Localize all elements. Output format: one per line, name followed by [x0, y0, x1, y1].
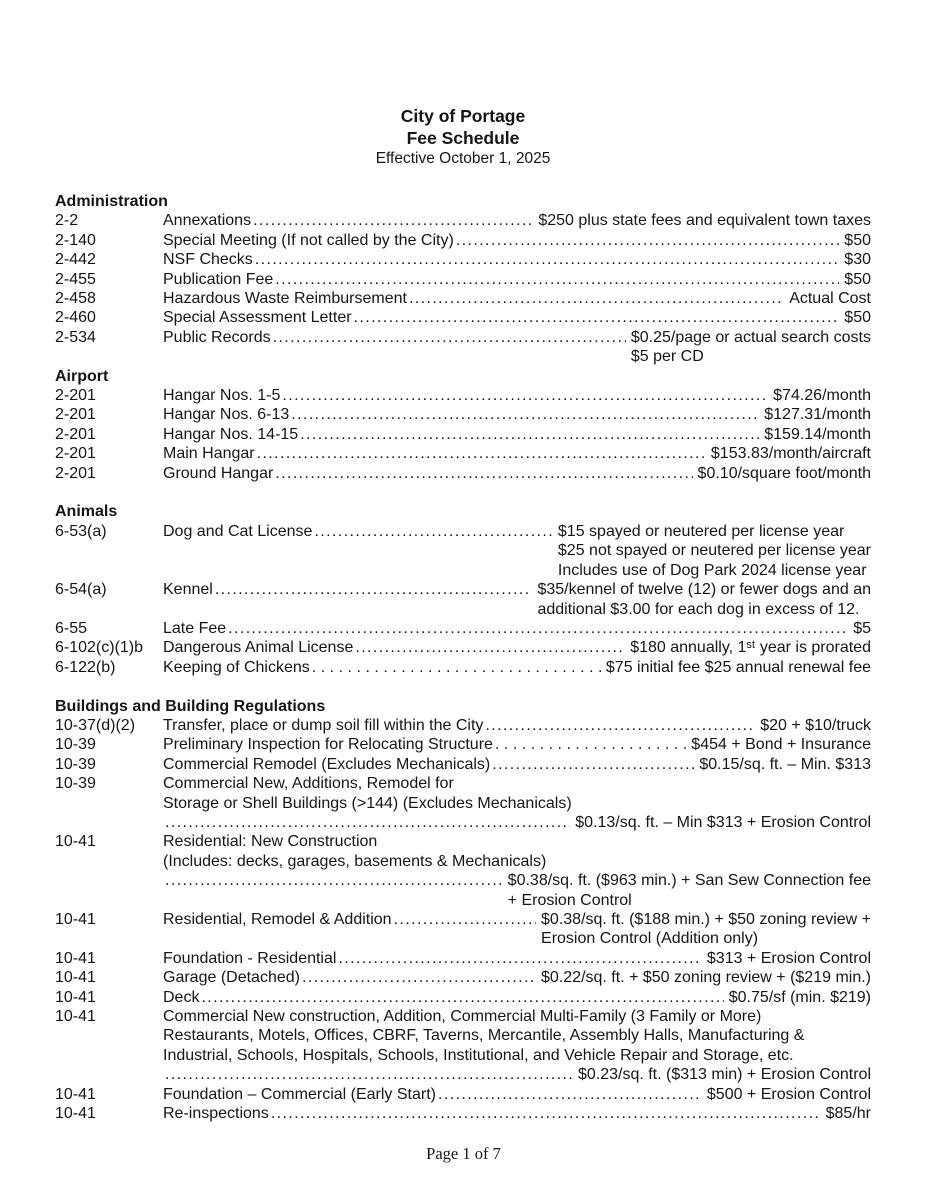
fee-row [55, 619, 871, 638]
fee-row [55, 832, 871, 851]
fee-line: $50 [844, 270, 871, 288]
fee-row [55, 580, 871, 619]
row-fee [541, 968, 871, 987]
row-middle [163, 1026, 804, 1045]
fee-line: $50 [844, 231, 871, 249]
fee-line: $25 not spayed or neutered per license year [557, 542, 871, 560]
dot-leader [273, 270, 839, 289]
fee-row [55, 425, 871, 444]
fee-row [55, 638, 871, 657]
fee-line: $0.75/sf (min. $219) [728, 988, 871, 1006]
fee-line: Erosion Control (Addition only) [541, 930, 759, 948]
row-middle [163, 1065, 578, 1084]
fee-section [55, 367, 871, 483]
row-fee [691, 735, 871, 754]
row-code: 2-460 [55, 309, 96, 327]
row-description: Publication Fee [163, 270, 274, 288]
fee-line: $250 plus state fees and equivalent town taxes [538, 212, 871, 230]
row-description: Commercial New, Additions, Remodel for [163, 775, 454, 793]
row-middle [163, 638, 630, 657]
row-code: 10-39 [55, 736, 96, 754]
fee-line: Actual Cost [789, 290, 871, 308]
row-code: 2-201 [55, 425, 96, 443]
row-middle [163, 444, 711, 463]
row-description: Hangar Nos. 1-5 [163, 387, 281, 405]
row-description: Industrial, Schools, Hospitals, Schools, Institutional, and Vehicle Repair and Storage, etc. [163, 1046, 794, 1064]
section-title: Animals [55, 503, 118, 521]
row-description: Re-inspections [163, 1105, 269, 1123]
fee-row [55, 968, 871, 987]
row-middle [163, 1085, 707, 1104]
row-fee [789, 289, 871, 308]
row-middle [163, 250, 844, 269]
row-code: 10-39 [55, 755, 96, 773]
dot-leader [312, 522, 552, 541]
row-middle [163, 464, 698, 483]
dot-leader [226, 619, 848, 638]
fee-line: $0.38/sq. ft. ($963 min.) + San Sew Connection fee [507, 872, 871, 890]
row-description: Dog and Cat License [163, 522, 313, 540]
row-code: 10-41 [55, 1105, 96, 1123]
fee-line: $0.10/square foot/month [697, 464, 871, 482]
row-middle [163, 211, 538, 230]
row-code: 2-201 [55, 445, 96, 463]
fee-sections [55, 192, 871, 1123]
row-code: 2-534 [55, 328, 96, 346]
fee-line: $0.38/sq. ft. ($188 min.) + $50 zoning review + [541, 911, 871, 928]
row-fee [575, 813, 871, 832]
fee-row [55, 464, 871, 483]
row-description: Hangar Nos. 6-13 [163, 406, 290, 424]
row-fee [538, 211, 871, 230]
fee-row [55, 774, 871, 793]
dot-leader [213, 580, 533, 599]
row-middle [163, 832, 377, 851]
row-description: NSF Checks [163, 251, 253, 269]
row-middle [163, 871, 508, 890]
row-fee [773, 386, 871, 405]
row-description: Foundation - Residential [163, 949, 337, 967]
fee-row [55, 386, 871, 405]
row-description: Public Records [163, 328, 271, 346]
row-code: 10-41 [55, 833, 96, 851]
fee-line: $30 [844, 251, 871, 269]
fee-section [55, 502, 871, 677]
row-description: Deck [163, 988, 200, 1006]
dot-leader [269, 1104, 821, 1123]
row-middle [163, 988, 729, 1007]
row-middle [163, 328, 631, 347]
row-fee [537, 580, 871, 619]
fee-row [55, 755, 871, 774]
fee-line: $15 spayed or neutered per license year [557, 522, 845, 540]
dot-leader [271, 328, 626, 347]
row-middle [163, 658, 606, 677]
row-description: Hangar Nos. 14-15 [163, 425, 299, 443]
fee-line: $0.23/sq. ft. ($313 min) + Erosion Control [577, 1066, 871, 1084]
row-description: Transfer, place or dump soil fill within the City [163, 716, 484, 734]
fee-line: $454 + Bond + Insurance [691, 736, 871, 754]
fee-section [55, 192, 871, 367]
row-middle [163, 910, 541, 929]
fee-line: $74.26/month [773, 387, 871, 405]
fee-line: + Erosion Control [507, 891, 632, 909]
fee-row [55, 1026, 871, 1045]
dot-leader [454, 231, 839, 250]
fee-line: $0.15/sq. ft. – Min. $313 [699, 755, 871, 773]
fee-row [55, 308, 871, 327]
dot-leader [163, 813, 570, 832]
row-code: 10-41 [55, 1008, 96, 1026]
row-code: 2-201 [55, 406, 96, 424]
row-fee [707, 949, 871, 968]
dot-leader [253, 250, 840, 269]
row-fee [764, 405, 871, 424]
row-fee [844, 231, 871, 250]
dot-leader [289, 405, 759, 424]
row-code: 10-39 [55, 775, 96, 793]
fee-line: $127.31/month [764, 406, 871, 424]
row-description: Restaurants, Motels, Offices, CBRF, Taverns, Mercantile, Assembly Halls, Manufacturing & [163, 1027, 805, 1045]
row-fee [707, 1085, 871, 1104]
row-description: Keeping of Chickens [163, 658, 310, 676]
dot-leader [493, 735, 686, 754]
row-code: 6-54(a) [55, 581, 107, 599]
row-middle [163, 1046, 794, 1065]
row-fee [508, 871, 871, 910]
fee-row [55, 716, 871, 735]
row-middle [163, 852, 546, 871]
fee-row [55, 988, 871, 1007]
row-fee [631, 328, 871, 367]
row-description: Commercial New construction, Addition, Commercial Multi-Family (3 Family or More) [163, 1008, 762, 1026]
row-description: Foundation – Commercial (Early Start) [163, 1085, 436, 1103]
fee-line: $500 + Erosion Control [706, 1085, 871, 1103]
row-code: 10-37(d)(2) [55, 716, 136, 734]
row-fee [578, 1065, 871, 1084]
dot-leader [298, 425, 759, 444]
page-number: Page 1 of 7 [426, 1144, 501, 1163]
section-title: Buildings and Building Regulations [55, 697, 326, 715]
document-header [55, 105, 871, 169]
fee-line: $0.22/sq. ft. + $50 zoning review + ($219 min.) [541, 969, 871, 987]
fee-section [55, 697, 871, 1124]
row-middle [163, 425, 764, 444]
row-fee [699, 755, 871, 774]
fee-line: $159.14/month [764, 425, 871, 443]
row-description: (Includes: decks, garages, basements & Mechanicals) [163, 852, 547, 870]
row-description: Preliminary Inspection for Relocating Structure [163, 736, 493, 754]
row-middle [163, 1104, 826, 1123]
fee-line: $85/hr [825, 1105, 871, 1123]
row-code: 2-201 [55, 464, 96, 482]
fee-line: $153.83/month/aircraft [710, 445, 871, 463]
effective-date: Effective October 1, 2025 [375, 150, 551, 167]
row-middle [163, 231, 844, 250]
row-description: Garage (Detached) [163, 969, 300, 987]
row-fee [558, 522, 871, 580]
fee-row [55, 852, 871, 871]
fee-line: Includes use of Dog Park 2024 license year [557, 561, 867, 579]
dot-leader [199, 988, 723, 1007]
fee-row [55, 444, 871, 463]
fee-row [55, 289, 871, 308]
row-description: Special Assessment Letter [163, 309, 352, 327]
fee-line: $5 [853, 619, 871, 637]
fee-row [55, 231, 871, 250]
fee-row [55, 522, 871, 580]
row-fee [844, 308, 871, 327]
page-subtitle: Fee Schedule [406, 128, 520, 148]
row-fee [541, 910, 871, 949]
row-middle [163, 968, 541, 987]
row-middle [163, 794, 572, 813]
row-middle [163, 716, 760, 735]
fee-row [55, 405, 871, 424]
fee-line: additional $3.00 for each dog in excess of 12. [537, 600, 860, 618]
row-middle [163, 949, 707, 968]
dot-leader [392, 910, 536, 929]
dot-leader [483, 716, 755, 735]
section-title: Airport [55, 367, 109, 385]
row-code: 2-2 [55, 212, 79, 230]
fee-row [55, 250, 871, 269]
row-description: Main Hangar [163, 445, 255, 463]
fee-row [55, 1046, 871, 1065]
row-code: 2-458 [55, 290, 96, 308]
row-middle [163, 580, 537, 599]
fee-line: $180 annually, 1ˢᵗ year is prorated [630, 639, 871, 657]
row-code: 6-102(c)(1)b [55, 639, 144, 657]
row-middle [163, 813, 575, 832]
row-code: 2-140 [55, 231, 96, 249]
dot-leader [436, 1085, 702, 1104]
fee-row [55, 328, 871, 367]
row-code: 10-41 [55, 949, 96, 967]
row-description: Storage or Shell Buildings (>144) (Excludes Mechanicals) [163, 794, 572, 812]
fee-row [55, 910, 871, 949]
row-fee [711, 444, 871, 463]
row-fee [729, 988, 871, 1007]
document-content [55, 105, 871, 1123]
dot-leader [310, 658, 601, 677]
row-description: Ground Hangar [163, 464, 274, 482]
row-middle [163, 386, 773, 405]
row-middle [163, 619, 853, 638]
row-description: Hazardous Waste Reimbursement [163, 290, 407, 308]
row-middle [163, 308, 844, 327]
dot-leader [407, 289, 784, 308]
row-description: Commercial Remodel (Excludes Mechanicals) [163, 755, 491, 773]
row-description: Dangerous Animal License [163, 639, 354, 657]
row-fee [630, 638, 871, 657]
fee-row [55, 813, 871, 832]
row-code: 10-41 [55, 911, 96, 928]
row-code: 6-122(b) [55, 658, 116, 676]
fee-row [55, 1065, 871, 1084]
dot-leader [280, 386, 768, 405]
dot-leader [163, 1065, 573, 1084]
row-code: 10-41 [55, 1085, 96, 1103]
row-fee [606, 658, 871, 677]
row-middle [163, 755, 699, 774]
dot-leader [273, 464, 692, 483]
fee-line: $50 [844, 309, 871, 327]
fee-row [55, 871, 871, 910]
fee-line: $0.13/sq. ft. – Min $313 + Erosion Control [575, 813, 871, 831]
row-description: Residential, Remodel & Addition [163, 911, 392, 928]
fee-line: $0.25/page or actual search costs [630, 328, 871, 346]
row-code: 10-41 [55, 988, 96, 1006]
row-description: Late Fee [163, 619, 227, 637]
row-description: Kennel [163, 581, 213, 599]
row-code: 2-455 [55, 270, 96, 288]
row-code: 10-41 [55, 969, 96, 987]
row-code: 2-442 [55, 251, 96, 269]
row-middle [163, 774, 454, 793]
fee-line: $20 + $10/truck [760, 716, 871, 734]
row-code: 6-55 [55, 619, 88, 637]
dot-leader [353, 638, 625, 657]
page-title: City of Portage [400, 106, 526, 126]
row-description: Residential: New Construction [163, 833, 378, 851]
fee-line: $313 + Erosion Control [706, 949, 871, 967]
row-description: Annexations [163, 212, 252, 230]
row-fee [844, 270, 871, 289]
dot-leader [300, 968, 536, 987]
fee-line: $5 per CD [630, 348, 704, 366]
row-code: 2-201 [55, 387, 96, 405]
row-middle [163, 289, 789, 308]
row-fee [698, 464, 871, 483]
fee-row [55, 949, 871, 968]
dot-leader [336, 949, 701, 968]
fee-row [55, 658, 871, 677]
fee-line: $35/kennel of twelve (12) or fewer dogs and an [537, 581, 871, 599]
dot-leader [490, 755, 694, 774]
fee-row [55, 1085, 871, 1104]
row-fee [853, 619, 871, 638]
dot-leader [251, 211, 533, 230]
row-middle [163, 735, 691, 754]
fee-row [55, 211, 871, 230]
fee-row [55, 270, 871, 289]
dot-leader [255, 444, 706, 463]
dot-leader [163, 871, 503, 890]
row-fee [844, 250, 871, 269]
dot-leader [352, 308, 840, 327]
row-description: Special Meeting (If not called by the City) [163, 231, 454, 249]
row-middle [163, 405, 764, 424]
fee-row [55, 735, 871, 754]
row-middle [163, 1007, 761, 1026]
fee-row [55, 794, 871, 813]
row-fee [826, 1104, 871, 1123]
row-middle [163, 522, 558, 541]
section-title: Administration [55, 193, 168, 210]
row-fee [764, 425, 871, 444]
fee-line: $75 initial fee $25 annual renewal fee [605, 658, 871, 676]
fee-row [55, 1104, 871, 1123]
row-code: 6-53(a) [55, 522, 107, 540]
fee-row [55, 1007, 871, 1026]
row-fee [760, 716, 871, 735]
row-middle [163, 270, 844, 289]
